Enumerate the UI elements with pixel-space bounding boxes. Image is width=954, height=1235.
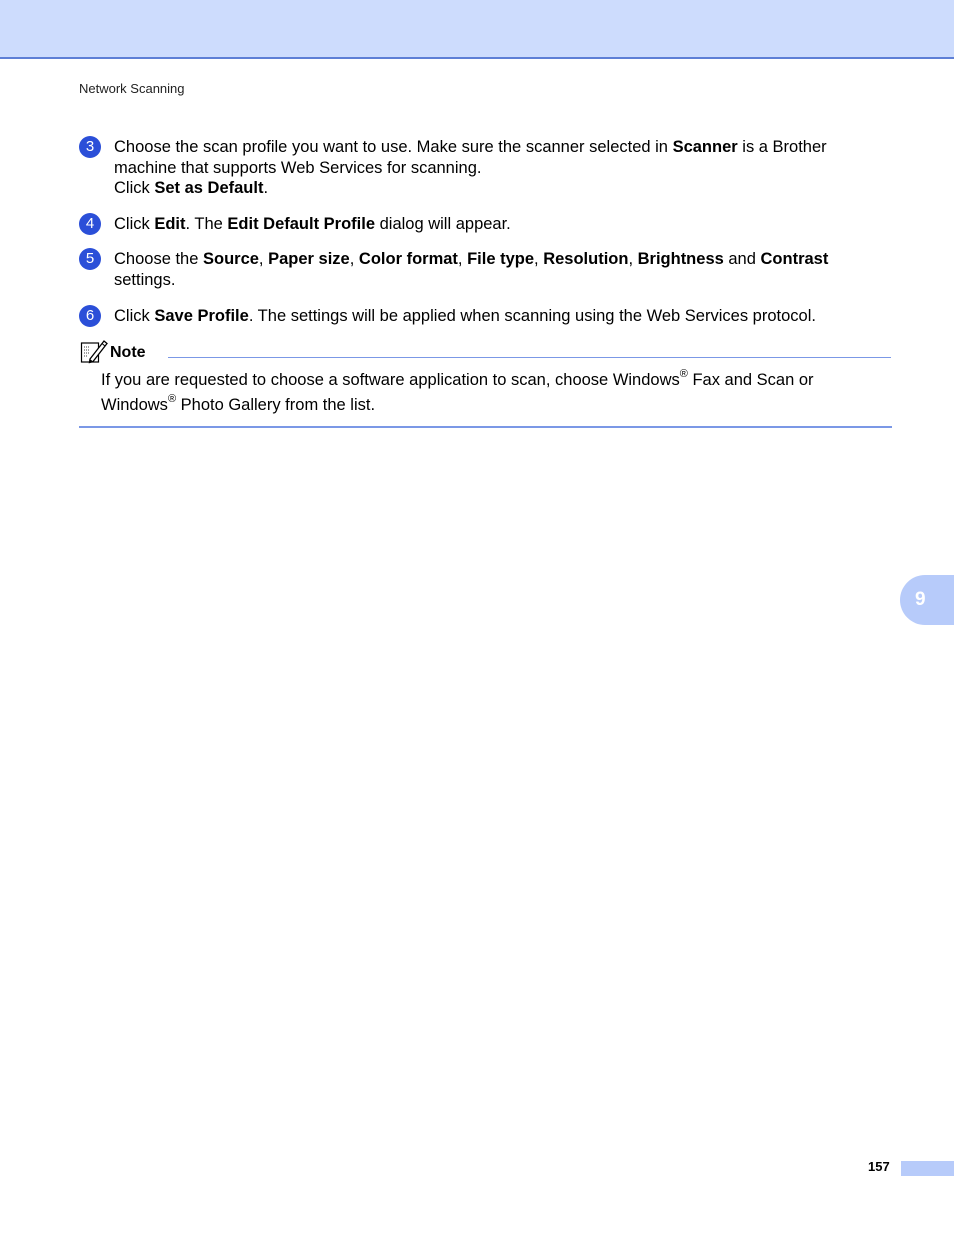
step-text: Click Edit. The Edit Default Profile dialog will appear. [114, 215, 511, 233]
step-text: Click Save Profile. The settings will be applied when scanning using the Web Services protocol. [114, 307, 816, 325]
ui-term-edit: Edit [154, 215, 186, 233]
header-band [0, 0, 954, 59]
ui-term-file-type: File type [467, 250, 535, 268]
running-header-title: Network Scanning [79, 81, 185, 96]
ui-term-contrast: Contrast [760, 250, 829, 268]
ui-term-color-format: Color format [358, 250, 458, 268]
registered-mark: ® [167, 392, 177, 405]
note-header-rule [168, 357, 891, 358]
chapter-tab: 9 [900, 575, 954, 625]
ui-term-resolution: Resolution [543, 250, 629, 268]
page-number-bar [901, 1161, 954, 1176]
step-number-badge: 4 [79, 213, 101, 235]
step-number-badge: 3 [79, 136, 101, 158]
note-body: If you are requested to choose a software application to scan, choose Windows® Fax and Scan or Windows® Photo Gallery from the list. [101, 367, 814, 414]
step-text: Choose the Source, Paper size, Color format, File type, Resolution, Brightness and Contrast settings. [114, 250, 829, 289]
ui-term-paper-size: Paper size [268, 250, 350, 268]
step-text: Choose the scan profile you want to use. Make sure the scanner selected in Scanner is a Brother machine that supports Web Services for scanning. Click Set as Default. [114, 138, 827, 197]
ui-term-source: Source [202, 250, 259, 268]
ui-term-save-profile: Save Profile [154, 307, 249, 325]
ui-term-edit-default-profile: Edit Default Profile [227, 215, 376, 233]
ui-term-set-as-default: Set as Default [154, 179, 264, 197]
step-number-badge: 6 [79, 305, 101, 327]
ui-term-brightness: Brightness [637, 250, 724, 268]
ui-term-scanner: Scanner [672, 138, 738, 156]
step-number-badge: 5 [79, 248, 101, 270]
note-bottom-rule [79, 426, 892, 428]
note-pencil-icon [80, 338, 108, 364]
registered-mark: ® [679, 367, 688, 380]
page-number: 157 [868, 1159, 890, 1174]
note-title: Note [110, 344, 146, 361]
